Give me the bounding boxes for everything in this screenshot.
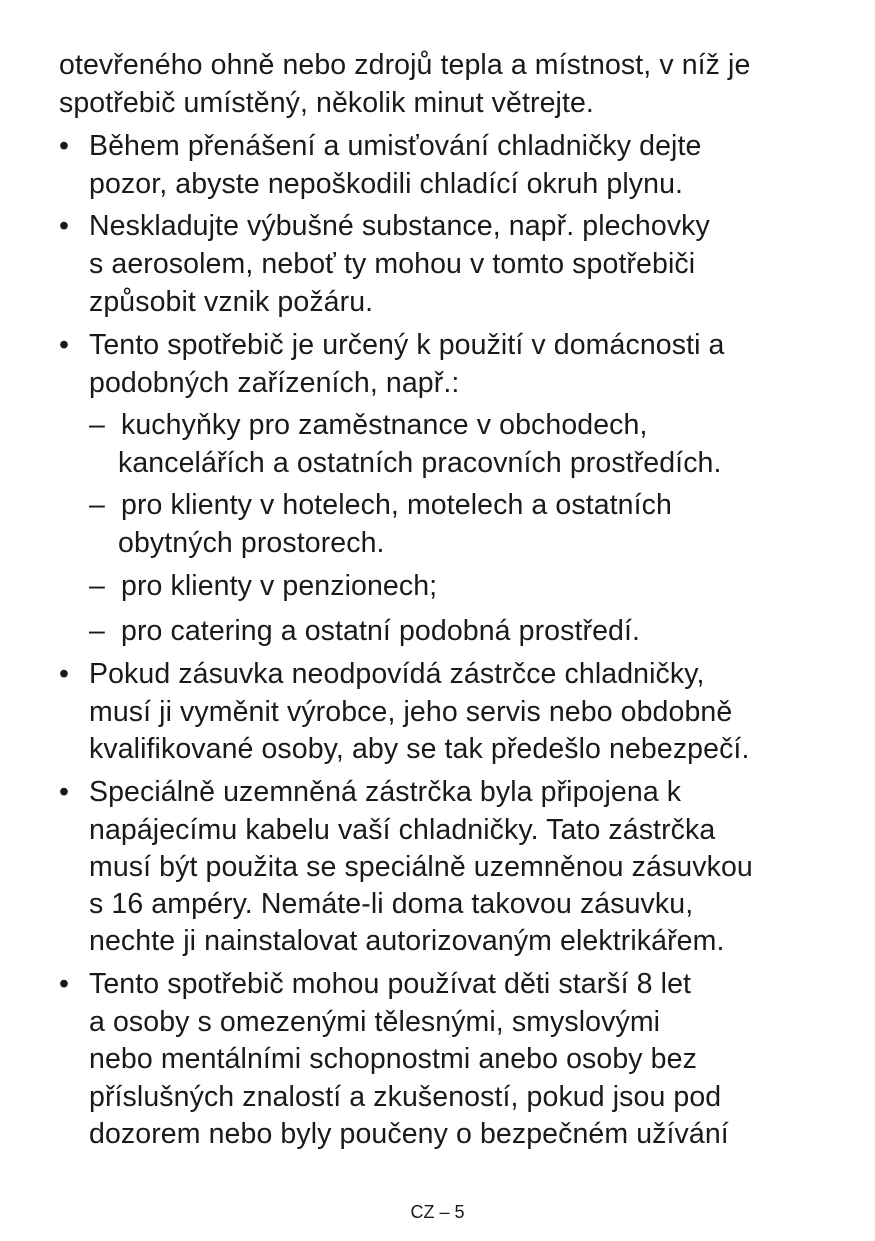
bullet-marker: • <box>59 968 69 1000</box>
dash-marker: – <box>89 570 105 602</box>
list-item-line: napájecímu kabelu vaší chladničky. Tato zástrčka <box>89 814 716 846</box>
list-item-line: způsobit vznik požáru. <box>89 286 374 318</box>
list-item-line: příslušných znalostí a zkušeností, pokud jsou pod <box>89 1081 722 1113</box>
bullet-marker: • <box>59 130 69 162</box>
sublist-item-line: pro klienty v hotelech, motelech a ostatních <box>121 489 672 521</box>
sublist-item-line: kancelářích a ostatních pracovních prostředích. <box>118 447 722 479</box>
list-item-line: s aerosolem, neboť ty mohou v tomto spotřebiči <box>89 248 696 280</box>
sublist-item-line: pro klienty v penzionech; <box>121 570 438 602</box>
list-item-line: nechte ji nainstalovat autorizovaným elektrikářem. <box>89 925 725 957</box>
sublist-item-line: pro catering a ostatní podobná prostředí. <box>121 615 641 647</box>
list-item-line: kvalifikované osoby, aby se tak předešlo nebezpečí. <box>89 733 750 765</box>
list-item-line: Během přenášení a umisťování chladničky dejte <box>89 130 702 162</box>
bullet-marker: • <box>59 210 69 242</box>
sublist-item-line: kuchyňky pro zaměstnance v obchodech, <box>121 409 648 441</box>
list-item-line: Speciálně uzemněná zástrčka byla připojena k <box>89 776 682 808</box>
bullet-marker: • <box>59 776 69 808</box>
dash-marker: – <box>89 615 105 647</box>
dash-marker: – <box>89 489 105 521</box>
page-number: CZ – 5 <box>410 1202 465 1222</box>
list-item-line: nebo mentálními schopnostmi anebo osoby bez <box>89 1043 697 1075</box>
bullet-marker: • <box>59 658 69 690</box>
intro-line: otevřeného ohně nebo zdrojů tepla a místnost, v níž je <box>59 49 751 81</box>
bullet-marker: • <box>59 329 69 361</box>
list-item-line: s 16 ampéry. Nemáte-li doma takovou zásuvku, <box>89 888 694 920</box>
list-item-line: Neskladujte výbušné substance, např. plechovky <box>89 210 710 242</box>
dash-marker: – <box>89 409 105 441</box>
list-item-line: Tento spotřebič je určený k použití v domácnosti a <box>89 329 725 361</box>
list-item-line: Tento spotřebič mohou používat děti starší 8 let <box>89 968 692 1000</box>
list-item-line: Pokud zásuvka neodpovídá zástrčce chladničky, <box>89 658 705 690</box>
list-item-line: pozor, abyste nepoškodili chladící okruh plynu. <box>89 168 684 200</box>
intro-line: spotřebič umístěný, několik minut větrejte. <box>59 87 594 119</box>
list-item-line: a osoby s omezenými tělesnými, smyslovými <box>89 1006 661 1038</box>
list-item-line: podobných zařízeních, např.: <box>89 367 460 399</box>
list-item-line: dozorem nebo byly poučeny o bezpečném užívání <box>89 1118 729 1150</box>
sublist-item-line: obytných prostorech. <box>118 527 385 559</box>
list-item-line: musí ji vyměnit výrobce, jeho servis nebo obdobně <box>89 696 733 728</box>
list-item-line: musí být použita se speciálně uzemněnou zásuvkou <box>89 851 753 883</box>
